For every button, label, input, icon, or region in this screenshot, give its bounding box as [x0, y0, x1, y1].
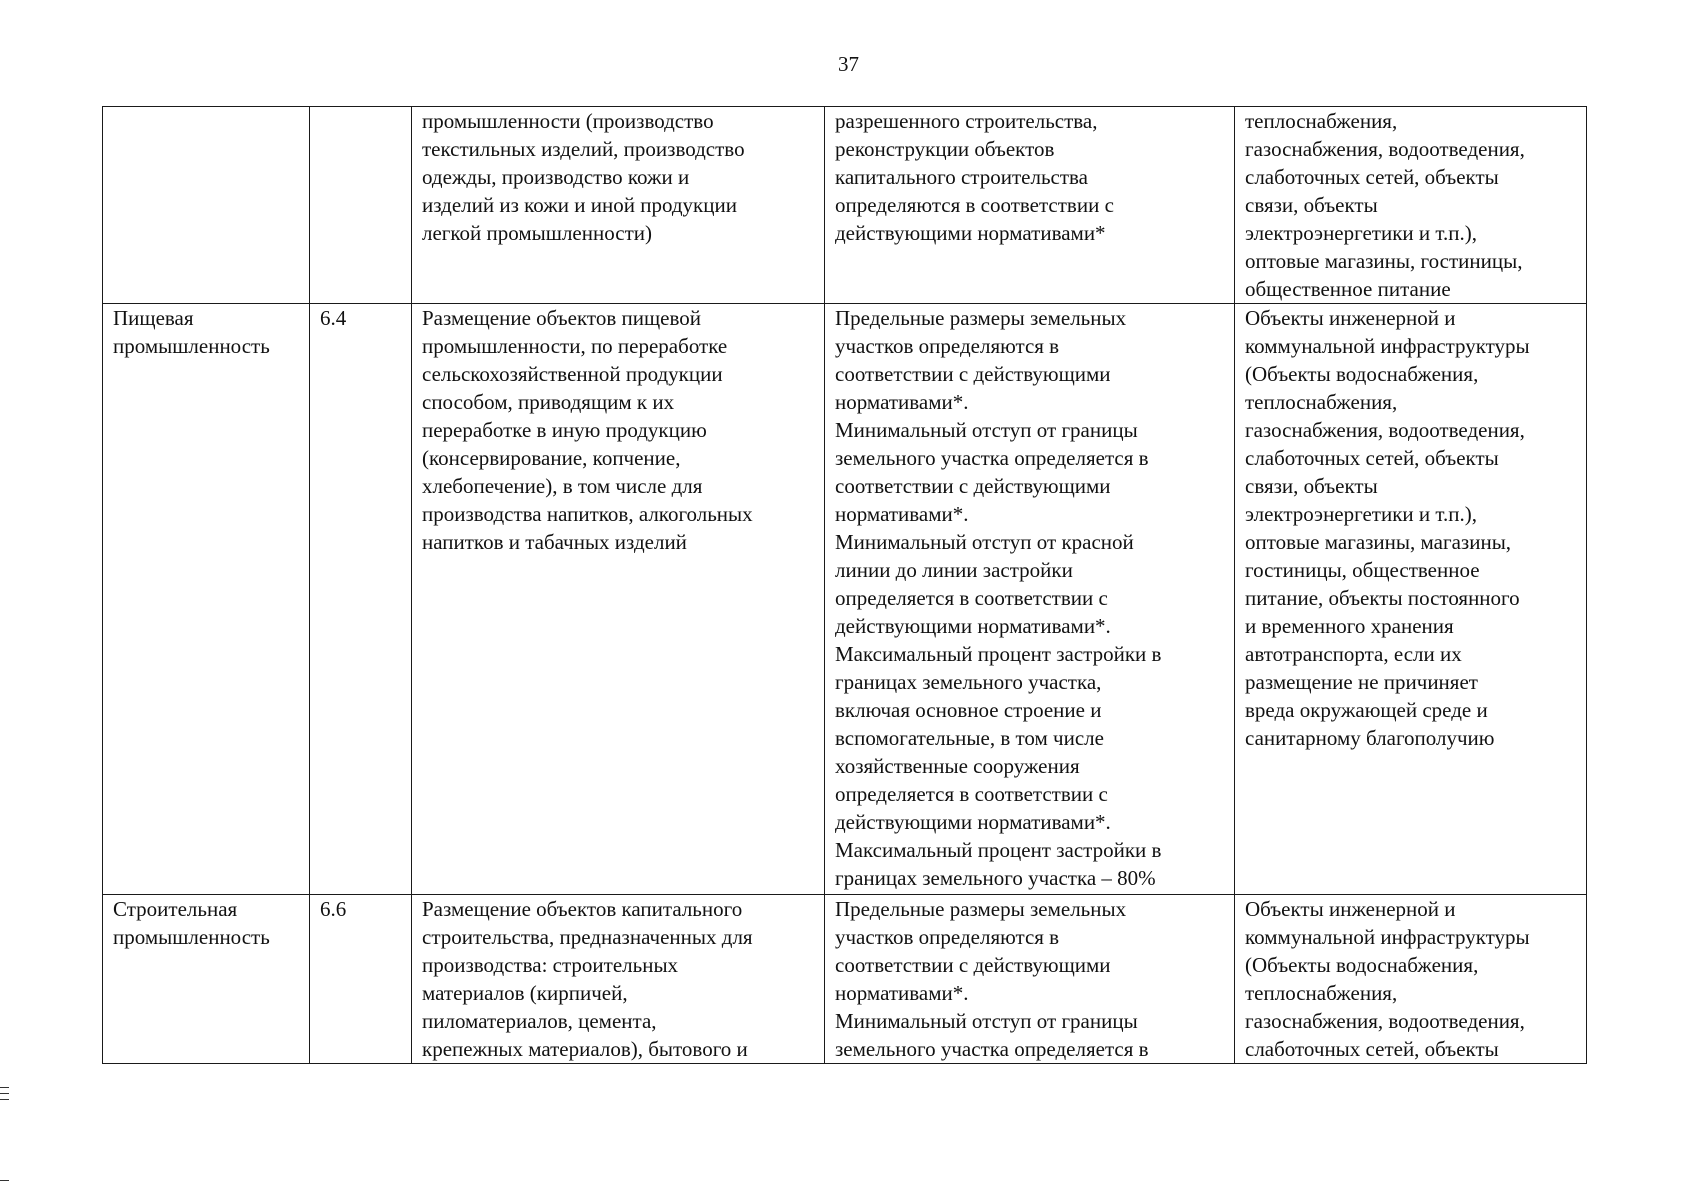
use-description-cell: Размещение объектов пищевой промышленности, по переработке сельскохозяйственной продукции способом, приводящим к их переработке в иную продукцию (консервирование, копчение, хлебопечение), в том числе для производства напитков, алкогольных напитков и табачных изделий	[412, 304, 825, 895]
auxiliary-uses-cell: Объекты инженерной и коммунальной инфраструктуры (Объекты водоснабжения, теплоснабжения, газоснабжения, водоотведения, слаботочных сетей, объекты связи, объекты электроэнергетики и т.п.), оптовые магазины, магазины, гостиницы, общественное питание, объекты постоянного и временного хранения автотранспорта, если их размещение не причиняет вреда окружающей среде и санитарному благополучию	[1235, 304, 1587, 895]
parameters-cell: разрешенного строительства, реконструкции объектов капитального строительства определяются в соответствии с действующими нормативами*	[825, 107, 1235, 304]
use-code-cell	[310, 107, 412, 304]
auxiliary-uses-cell: Объекты инженерной и коммунальной инфраструктуры (Объекты водоснабжения, теплоснабжения, газоснабжения, водоотведения, слаботочных сетей, объекты	[1235, 895, 1587, 1064]
land-use-table	[102, 106, 1587, 1064]
table-row	[103, 107, 1587, 304]
binding-margin-mark	[0, 1093, 9, 1094]
auxiliary-uses-cell: теплоснабжения, газоснабжения, водоотведения, слаботочных сетей, объекты связи, объекты электроэнергетики и т.п.), оптовые магазины, гостиницы, общественное питание	[1235, 107, 1587, 304]
use-name-cell: Пищевая промышленность	[103, 304, 310, 895]
page-number: 37	[838, 52, 859, 76]
binding-margin-mark	[0, 1180, 9, 1181]
use-code-cell: 6.6	[310, 895, 412, 1064]
use-name-cell: Строительная промышленность	[103, 895, 310, 1064]
use-description-cell: Размещение объектов капитального строительства, предназначенных для производства: строительных материалов (кирпичей, пиломатериалов, цемента, крепежных материалов), бытового и	[412, 895, 825, 1064]
parameters-cell: Предельные размеры земельных участков определяются в соответствии с действующими нормативами*. Минимальный отступ от границы земельного участка определяется в	[825, 895, 1235, 1064]
table-row	[103, 895, 1587, 1064]
table-row	[103, 304, 1587, 895]
binding-margin-mark	[0, 1099, 9, 1100]
binding-margin-mark	[0, 1087, 9, 1088]
use-name-cell	[103, 107, 310, 304]
use-code-cell: 6.4	[310, 304, 412, 895]
parameters-cell: Предельные размеры земельных участков определяются в соответствии с действующими нормативами*. Минимальный отступ от границы земельного участка определяется в соответствии с действующими нормативами*. Минимальный отступ от красной линии до линии застройки определяется в соответствии с действующими нормативами*. Максимальный процент застройки в границах земельного участка, включая основное строение и вспомогательные, в том числе хозяйственные сооружения определяется в соответствии с действующими нормативами*. Максимальный процент застройки в границах земельного участка – 80%	[825, 304, 1235, 895]
use-description-cell: промышленности (производство текстильных изделий, производство одежды, производство кожи и изделий из кожи и иной продукции легкой промышленности)	[412, 107, 825, 304]
